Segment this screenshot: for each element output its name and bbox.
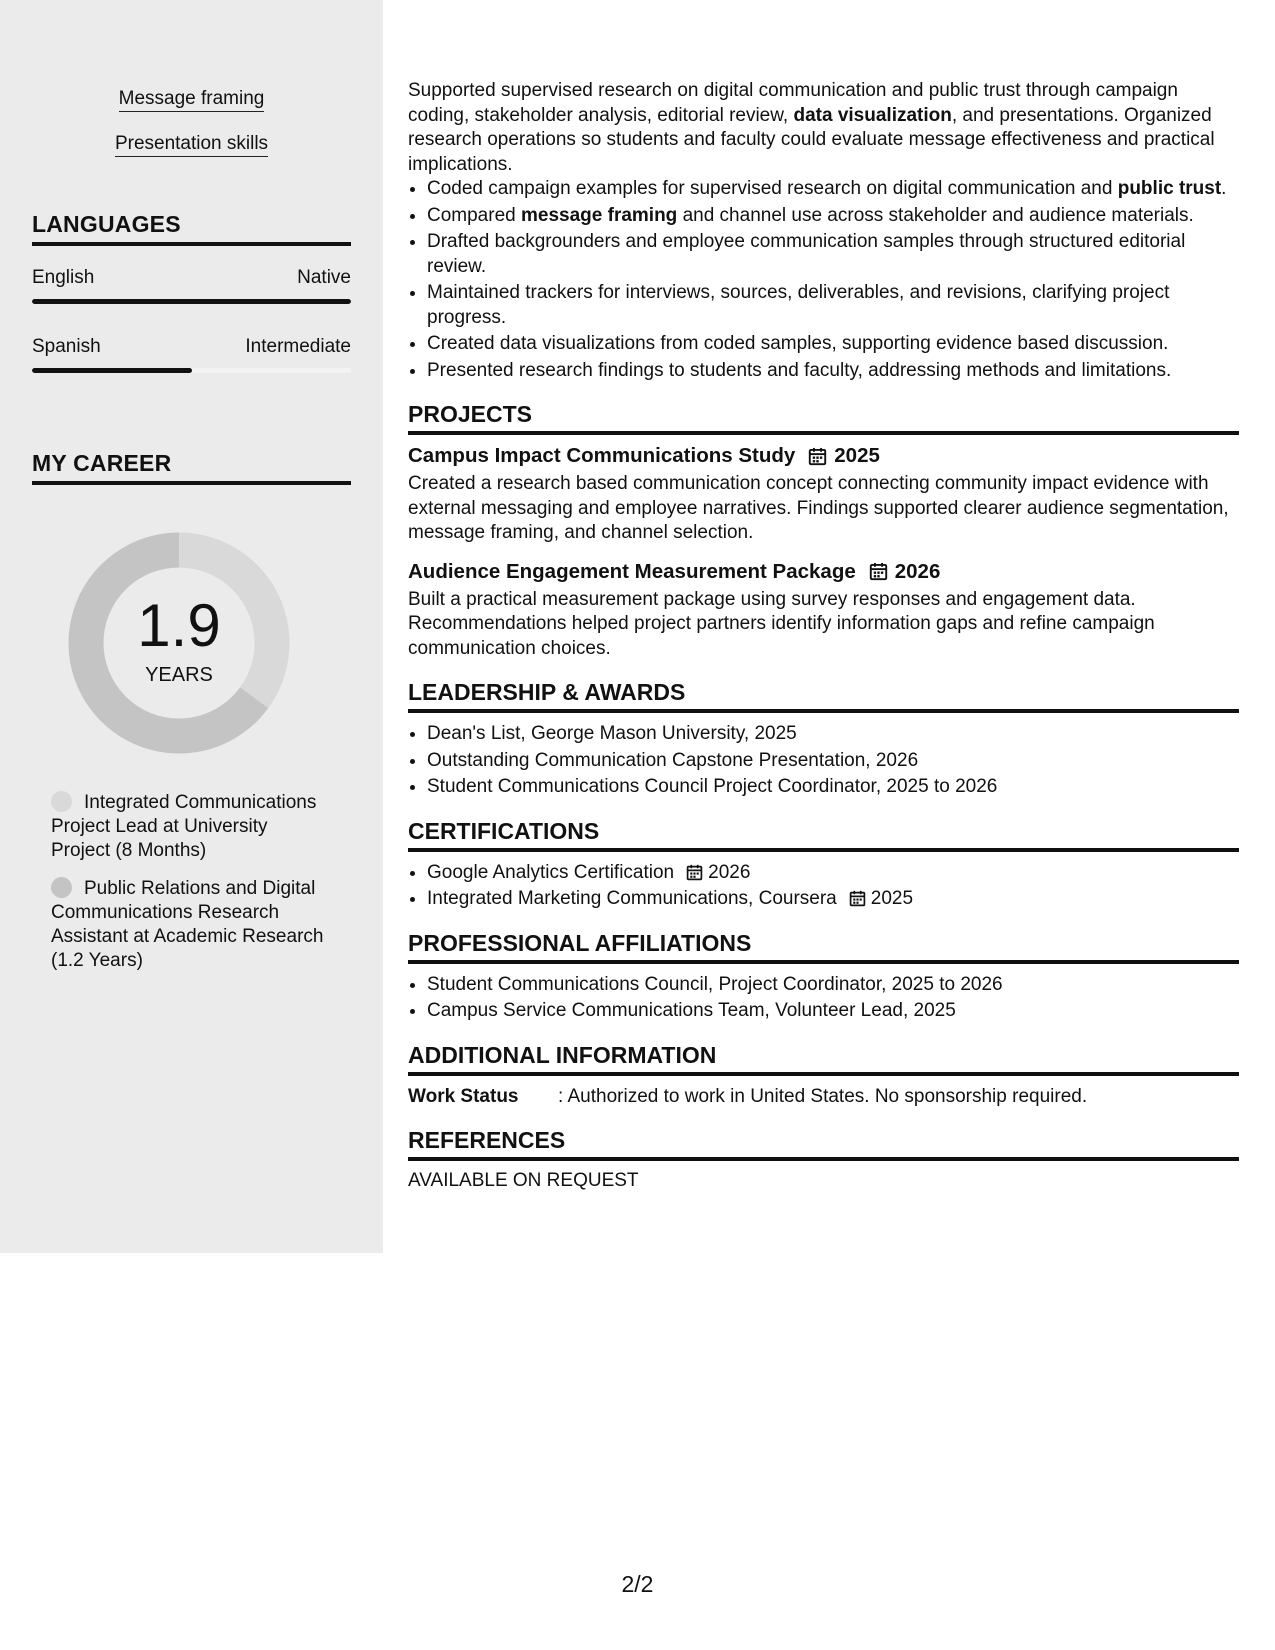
calendar-icon bbox=[869, 562, 888, 581]
list-item: • Created data visualizations from coded samples, supporting evidence based discussion. bbox=[427, 332, 1239, 357]
calendar-icon bbox=[686, 864, 703, 881]
language-name: English bbox=[32, 267, 95, 288]
languages-heading: LANGUAGES bbox=[32, 211, 351, 246]
list-item: • Drafted backgrounders and employee communication samples through structured editorial review. bbox=[427, 230, 1239, 279]
language-level-bar bbox=[32, 368, 351, 373]
language-row bbox=[32, 336, 351, 358]
certifications-list bbox=[408, 861, 1239, 912]
career-legend-item: Public Relations and Digital Communications Research Assistant at Academic Research (1.2 Years) bbox=[51, 878, 324, 971]
affiliations-list bbox=[408, 973, 1239, 1024]
project-year: 2026 bbox=[894, 559, 941, 583]
language-level-fill bbox=[32, 299, 351, 304]
references-heading: REFERENCES bbox=[408, 1127, 1239, 1161]
experience-summary: Supported supervised research on digital communication and public trust through campaign coding, stakeholder analysis, editorial review, data visualization, and presentations. Organized research operations so students and faculty could evaluate message effectiveness and practical implications. bbox=[408, 80, 1215, 175]
skill-tag: Message framing bbox=[0, 88, 383, 110]
list-item: • Compared message framing and channel use across stakeholder and audience materials. bbox=[427, 204, 1239, 229]
work-status-label: Work Status bbox=[408, 1085, 519, 1107]
legend-dot bbox=[51, 791, 72, 812]
skill-tag: Presentation skills bbox=[0, 133, 383, 155]
language-level: Intermediate bbox=[245, 336, 351, 357]
list-item: • Coded campaign examples for supervised research on digital communication and public trust. bbox=[427, 177, 1239, 202]
list-item: • Outstanding Communication Capstone Presentation, 2026 bbox=[427, 749, 1239, 774]
leadership-list bbox=[408, 722, 1239, 800]
calendar-icon bbox=[808, 447, 827, 466]
list-item: • Student Communications Council Project Coordinator, 2025 to 2026 bbox=[427, 775, 1239, 800]
work-status-row bbox=[408, 1085, 1239, 1109]
language-level-fill bbox=[32, 368, 192, 373]
leadership-heading: LEADERSHIP & AWARDS bbox=[408, 679, 1239, 713]
cert-year: 2025 bbox=[870, 888, 914, 909]
legend-dot bbox=[51, 877, 72, 898]
project-title: Campus Impact Communications Study 2025 bbox=[408, 444, 880, 467]
list-item: • Google Analytics Certification 2026 bbox=[427, 861, 1239, 886]
list-item: • Integrated Marketing Communications, Coursera 2025 bbox=[427, 887, 1239, 912]
experience-bullets bbox=[408, 177, 1239, 383]
certifications-heading: CERTIFICATIONS bbox=[408, 818, 1239, 852]
language-level-bar bbox=[32, 299, 351, 304]
sidebar bbox=[0, 0, 383, 1253]
language-level: Native bbox=[297, 267, 351, 288]
list-item: • Presented research findings to students and faculty, addressing methods and limitations. bbox=[427, 359, 1239, 384]
list-item: • Student Communications Council, Project Coordinator, 2025 to 2026 bbox=[427, 973, 1239, 998]
language-row bbox=[32, 267, 351, 289]
project-title: Audience Engagement Measurement Package 2026 bbox=[408, 559, 941, 583]
projects-heading: PROJECTS bbox=[408, 401, 1239, 435]
main-content bbox=[408, 79, 1239, 1192]
list-item: • Dean's List, George Mason University, 2025 bbox=[427, 722, 1239, 747]
work-status-value: : Authorized to work in United States. No sponsorship required. bbox=[558, 1085, 1088, 1107]
cert-year: 2026 bbox=[708, 861, 751, 883]
list-item: • Maintained trackers for interviews, sources, deliverables, and revisions, clarifying project progress. bbox=[427, 281, 1239, 330]
project-year: 2025 bbox=[834, 444, 880, 467]
list-item: • Campus Service Communications Team, Volunteer Lead, 2025 bbox=[427, 999, 1239, 1024]
affiliations-heading: PROFESSIONAL AFFILIATIONS bbox=[408, 930, 1239, 964]
career-legend-item: Integrated Communications Project Lead at University Project (8 Months) bbox=[51, 792, 317, 861]
career-total-years: 1.9 bbox=[137, 592, 221, 659]
project-description: Built a practical measurement package using survey responses and engagement data. Recommendations helped project partners identify information gaps and refine campaign communication choices. bbox=[408, 588, 1155, 659]
career-years-label: YEARS bbox=[145, 664, 213, 686]
references-text: AVAILABLE ON REQUEST bbox=[408, 1169, 639, 1191]
language-name: Spanish bbox=[32, 336, 101, 357]
calendar-icon bbox=[849, 890, 866, 907]
career-heading: MY CAREER bbox=[32, 450, 351, 485]
additional-info-heading: ADDITIONAL INFORMATION bbox=[408, 1042, 1239, 1076]
project-description: Created a research based communication concept connecting community impact evidence with external messaging and employee narratives. Findings supported clearer audience segmentation, message framing, and channel selection. bbox=[408, 473, 1229, 543]
page-number: 2/2 bbox=[621, 1571, 654, 1597]
